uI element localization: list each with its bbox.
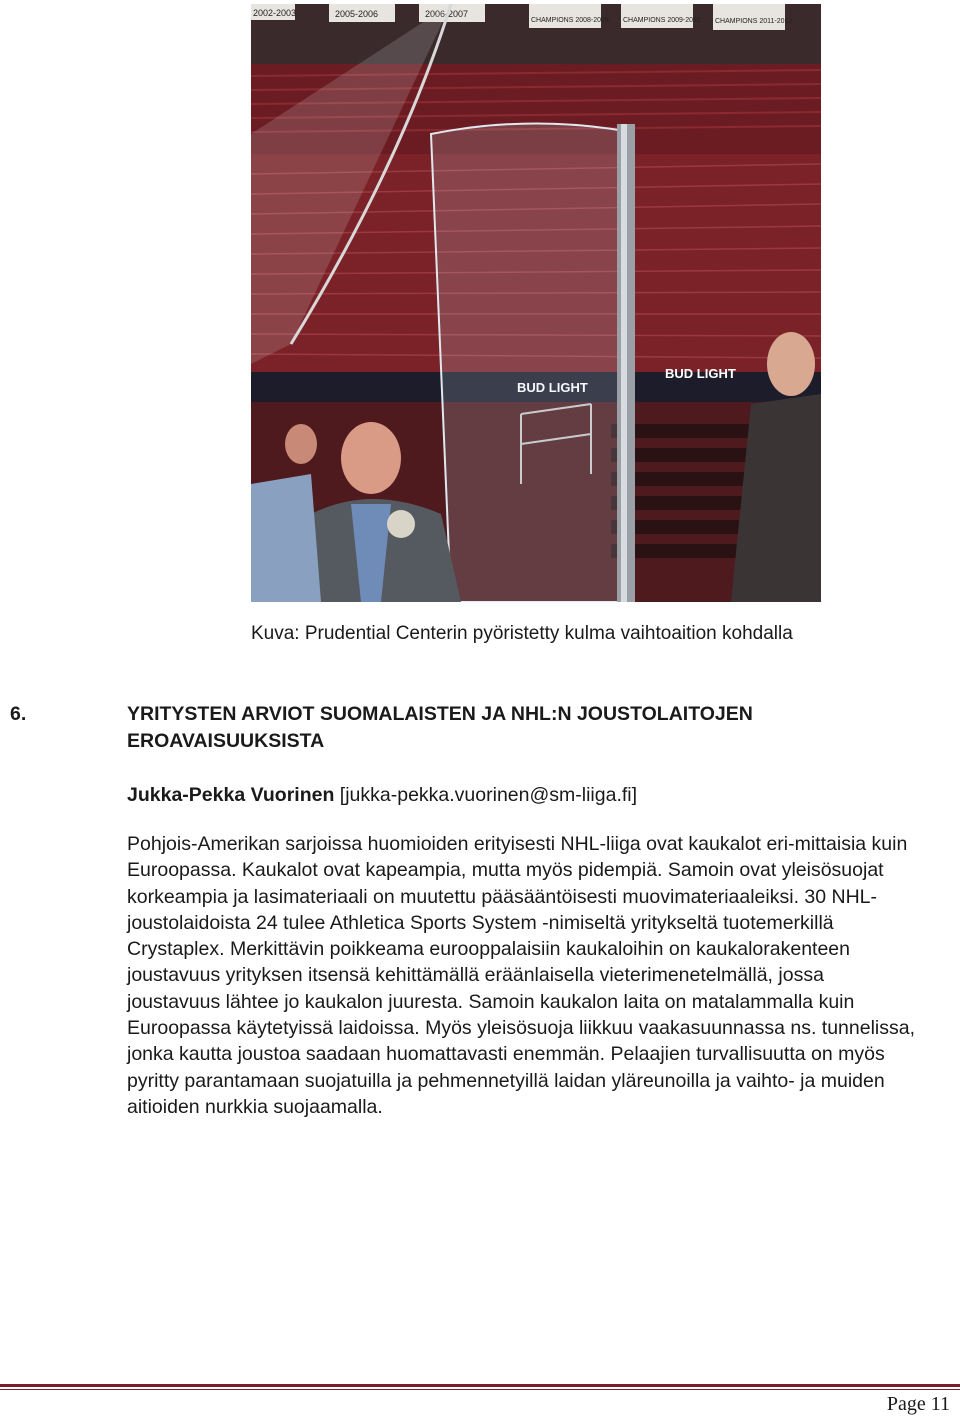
footer-rule <box>0 1384 960 1387</box>
section-number: 6. <box>10 703 27 725</box>
footer-rule-thin <box>0 1389 960 1390</box>
ad-text: BUD LIGHT <box>665 366 736 381</box>
banner-text: CHAMPIONS 2011-2012 <box>715 18 793 25</box>
author-line <box>127 782 637 809</box>
banner-text: 2005-2006 <box>335 9 379 19</box>
figure-caption: Kuva: Prudential Centerin pyöristetty kulma vaihtoaition kohdalla <box>251 623 793 644</box>
banner-text: CHAMPIONS 2009-2010 <box>623 17 701 24</box>
banner-text: 2006-2007 <box>425 9 469 19</box>
page-number: Page 11 <box>886 1393 950 1415</box>
author-email: [jukka-pekka.vuorinen@sm-liiga.fi] <box>339 784 638 806</box>
ad-text: BUD LIGHT <box>517 380 588 395</box>
body-paragraph: Pohjois-Amerikan sarjoissa huomioiden erityisesti NHL-liiga ovat kaukalot eri-mittaisia kuin Euroopassa. Kaukalot ovat kapeampia, mutta myös pidempiä. Samoin ovat yleisösuojat korkeampia ja lasimateriaali on muutettu pääsääntöisesti muovimateriaaleiksi. 30 NHL- joustolaidoista 24 tulee Athletica Sports System -nimiseltä yritykseltä tuotemerkillä Crystaplex. Merkittävin poikkeama eurooppalaisiin kaukaloihin on kaukalorakenteen joustavuus yrityksen itsensä kehittämällä eräänlaisella vieterimenetelmällä, jossa joustavuus lähtee jo kaukalon juuresta. Samoin kaukalon laita on matalammalla kuin Euroopassa käytetyissä laidoissa. Myös yleisösuoja liikkuu vaakasuunnassa ns. tunnelissa, jonka kautta joustoa saadaan huomattavasti enemmän. Pelaajien turvallisuutta on myös pyritty parantamaan suojatuilla ja pehmennetyillä laidan yläreunoilla ja vaihto- ja muiden aitioiden nurkkia suojaamalla. <box>127 833 915 1118</box>
banner-text: 2002-2003 <box>253 8 297 18</box>
body-text <box>127 831 917 1120</box>
banner-text: CHAMPIONS 2008-2009 <box>531 17 609 24</box>
author-name: Jukka-Pekka Vuorinen <box>127 784 335 806</box>
section-title: YRITYSTEN ARVIOT SUOMALAISTEN JA NHL:N JOUSTOLAITOJEN EROAVAISUUKSISTA <box>127 703 753 752</box>
arena-photo <box>251 4 821 602</box>
